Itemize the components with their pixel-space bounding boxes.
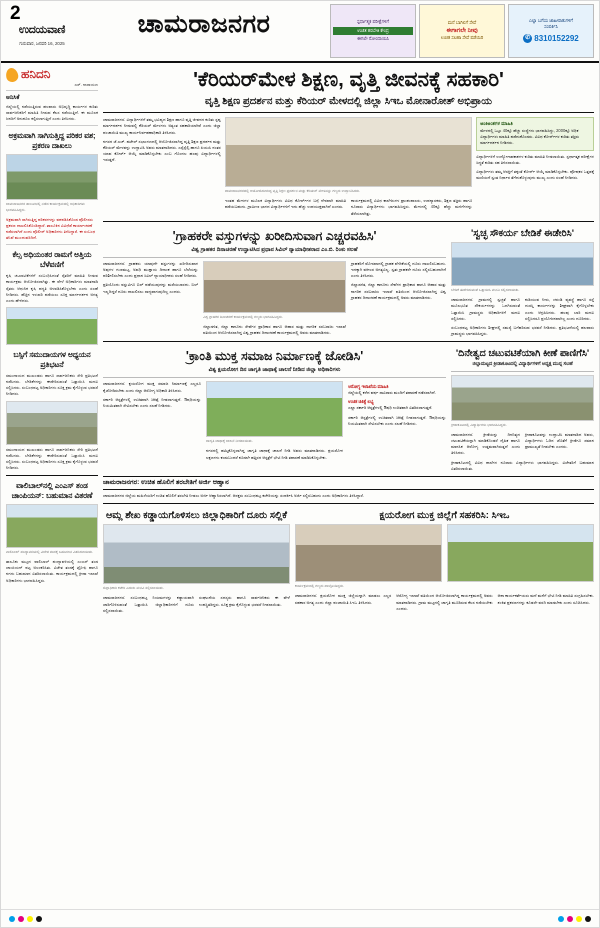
bottom-b-photo-1-wrap	[295, 524, 442, 582]
masthead-ads	[330, 4, 594, 59]
divider	[103, 503, 594, 504]
bottom-b-photos	[295, 524, 594, 582]
lead-subhead: ವೃತ್ತಿ ಶಿಕ್ಷಣ ಪ್ರದರ್ಶನ ಮತ್ತು ಕೆರಿಯರ್ ಮೇಳದಲ್ಲಿ ಜಿಲ್ಲಾ ಸಿಇಒ ಮೋನಾರೋತ್ ಅಭಿಪ್ರಾಯ	[103, 96, 594, 114]
phone-icon: ✆	[525, 35, 531, 42]
row-story-2-3	[103, 225, 594, 337]
story-2-col-photo	[203, 261, 346, 337]
story-2-columns	[103, 261, 446, 337]
bottom-b-col-1	[295, 593, 391, 612]
bottom-a-columns	[103, 595, 290, 614]
story-4-photo	[206, 381, 343, 437]
photo-figures	[211, 406, 338, 433]
divider	[6, 125, 98, 126]
story-3-photo	[451, 242, 594, 286]
story-3-body-1: ಚಾಮರಾಜನಗರ: ಗ್ರಾಮದಲ್ಲಿ ಸ್ವಚ್ಛತೆ ಹಾಗೂ ಮೂಲಭೂತ ಸೌಕರ್ಯಗಳನ್ನು ಒದಗಿಸುವಂತೆ ಒತ್ತಾಯಿಸಿ ಗ್ರಾಮಸ್ಥರು ಅಧಿಕಾರಿಗಳಿಗೆ ಮನವಿ ಸಲ್ಲಿಸಿದರು.	[451, 297, 521, 321]
ad-purple-strip: ಉಚಿತ ತರಬೇತಿ ಕೇಂದ್ರ	[333, 27, 413, 35]
story-4	[103, 345, 446, 472]
story-4-kicker-1: ಆರೋಗ್ಯ ಇಲಾಖೆಯ ಮಾಹಿತಿ	[348, 384, 389, 390]
lead-photo	[225, 117, 472, 187]
lead-box-text: ಮೇಳದಲ್ಲಿ ಒಟ್ಟು 40ಕ್ಕೂ ಹೆಚ್ಚು ಸಂಸ್ಥೆಗಳು ಭಾಗವಹಿಸಿದ್ದು, 2000ಕ್ಕೂ ಅಧಿಕ ವಿದ್ಯಾರ್ಥಿಗಳು ಮಾಹಿತಿ ಪಡೆದುಕೊಂಡರು. ವಿವಿಧ ಕೋರ್ಸ್‌ಗಳ ಕುರಿತು ತಜ್ಞರು ಮಾರ್ಗದರ್ಶನ ನೀಡಿದರು.	[480, 128, 580, 146]
bottom-b-col-2	[396, 593, 492, 612]
rail-headline-1: ಅಕ್ರಮವಾಗಿ ಸಾಗಿಸುತ್ತಿದ್ದ ಪರಿಕರ ವಶ; ಪ್ರಕರಣ ದಾಖಲು	[8, 131, 96, 151]
story-2-photo	[203, 261, 346, 313]
lead-body-3: ಇಂತಹ ಮೇಳಗಳ ಮೂಲಕ ವಿದ್ಯಾರ್ಥಿಗಳು ವಿವಿಧ ಕೋರ್ಸ್‌ಗಳ ಬಗ್ಗೆ ನೇರವಾಗಿ ಮಾಹಿತಿ ಪಡೆಯಬಹುದು. ಗ್ರಾಮೀಣ ಭಾಗದ ವಿದ್ಯಾರ್ಥಿಗಳಿಗೆ ಇದು ಹೆಚ್ಚು ಉಪಯುಕ್ತವಾಗಿದೆ ಎಂದರು.	[224, 198, 347, 210]
registration-dots-left	[9, 916, 42, 922]
story-4-body-2: ನಗರದಲ್ಲಿ ಹಮ್ಮಿಕೊಳ್ಳಲಾಗಿದ್ದ ಜಾಗೃತಿ ಜಾಥಾಕ್ಕೆ ಚಾಲನೆ ನೀಡಿ ಅವರು ಮಾತನಾಡಿದರು. ಕ್ಷಯರೋಗ ಲಕ್ಷಣಗಳು ಕಂಡುಬಂದರೆ ಕೂಡಲೇ ಹತ್ತಿರದ ಆಸ್ಪತ್ರೆಗೆ ಭೇಟಿ ನೀಡಿ ತಪಾಸಣೆ ಮಾಡಿಸಿಕೊಳ್ಳಬೇಕು.	[205, 448, 344, 460]
bottom-b-photo-2	[447, 524, 594, 582]
row-story-4-5	[103, 345, 594, 472]
rail-headline-4: ವಾಲಿಬಾಲ್‌ನಲ್ಲಿ ಎಂಎಸ್ ತಂಡ ಚಾಂಪಿಯನ್: ಬಹುಮಾನ ವಿತರಣೆ	[11, 481, 93, 501]
story-5-body-3: ಕ್ರೀಡಾಕೂಟದಲ್ಲಿ ವಿವಿಧ ಶಾಲೆಗಳ ನೂರಾರು ವಿದ್ಯಾರ್ಥಿಗಳು ಭಾಗವಹಿಸಿದ್ದರು. ವಿಜೇತರಿಗೆ ಬಹುಮಾನ ವಿತರಿಸಲಾಯಿತು.	[451, 459, 594, 471]
rail-photo-3	[6, 401, 98, 445]
photo-figures	[233, 148, 464, 182]
photo-figures	[452, 550, 588, 578]
lead-body-1: ಚಾಮರಾಜನಗರ: ವಿದ್ಯಾರ್ಥಿಗಳಿಗೆ ತಮ್ಮ ಭವಿಷ್ಯದ ಶಿಕ್ಷಣ ಹಾಗೂ ವೃತ್ತಿ ಜೀವನದ ಕುರಿತು ಸ್ಪಷ್ಟ ಮಾರ್ಗದರ್ಶನ ನೀಡುವಲ್ಲಿ ಕೆರಿಯರ್ ಮೇಳಗಳು ಅತ್ಯಂತ ಸಹಕಾರಿಯಾಗಿವೆ ಎಂದು ಜಿಲ್ಲಾ ಪಂಚಾಯಿತಿ ಮುಖ್ಯ ಕಾರ್ಯನಿರ್ವಹಣಾಧಿಕಾರಿ ತಿಳಿಸಿದರು.	[103, 117, 221, 135]
lead-sub-col-1	[225, 198, 346, 217]
rail-body-3: ಸಮುದಾಯದ ಮುಖಂಡರು ಹಾಗೂ ಸಾರ್ವಜನಿಕರು ಸೇರಿ ಪ್ರತಿಭಟನೆ ನಡೆಸಿದರು. ಬೇಡಿಕೆಗಳನ್ನು ಈಡೇರಿಸುವಂತೆ ಒತ್ತಾಯಿಸಿ ಮನವಿ ಸಲ್ಲಿಸಿದರು. ಸಂಬಂಧಪಟ್ಟ ಅಧಿಕಾರಿಗಳು ಸೂಕ್ತ ಕ್ರಮ ಕೈಗೊಳ್ಳುವ ಭರವಸೆ ನೀಡಿದರು.	[6, 372, 98, 397]
ad-yellow[interactable]	[419, 4, 505, 58]
story-4-col-photo	[206, 381, 343, 461]
bottom-b-photo-2-wrap	[447, 524, 594, 582]
ad-phone-number: 8310152292	[534, 33, 579, 43]
main-column	[103, 67, 594, 909]
story-2-caption: ವಿಶ್ವ ಗ್ರಾಹಕರ ದಿನಾಚರಣೆ ಕಾರ್ಯಕ್ರಮದಲ್ಲಿ ಗಣ್ಯರು ಭಾಗವಹಿಸಿದ್ದರು.	[203, 314, 283, 319]
rail-headline-2: ಕೆಲ್ಸ ಅಧಿಯಂತರ ರಾಮಗೆ ಅತ್ತಿಯ ಬೆಳೆವಣಿಗೆ	[12, 250, 92, 270]
bottom-a-photo	[103, 524, 290, 584]
story-4-col-1	[103, 381, 201, 461]
lead-story	[103, 68, 594, 217]
bottom-b-body-3: ಆಶಾ ಕಾರ್ಯಕರ್ತೆಯರು ಮನೆ ಮನೆಗೆ ಭೇಟಿ ನೀಡಿ ಮಾಹಿತಿ ಸಂಗ್ರಹಿಸಬೇಕು. ಶಂಕಿತ ಪ್ರಕರಣಗಳನ್ನು ಕೂಡಲೇ ವರದಿ ಮಾಡಬೇಕು ಎಂದು ಸೂಚಿಸಿದರು.	[497, 593, 594, 605]
story-3-headline: 'ಸ್ವಚ್ಛ ಸೌಕರ್ಯ ಬೇಡಿಕೆ ಈಡೇರಿಸಿ'	[470, 227, 575, 239]
lead-col-photo	[225, 117, 472, 217]
bottom-a-body-2: ಸಂಘಟನೆಯ ಸದಸ್ಯರು ಹಾಗೂ ಸಾರ್ವಜನಿಕರು ಈ ವೇಳೆ ಉಪಸ್ಥಿತರಿದ್ದರು. ಸೂಕ್ತ ಕ್ರಮ ಕೈಗೊಳ್ಳುವ ಭರವಸೆ ನೀಡಲಾಯಿತು.	[198, 595, 290, 607]
story-4-body-3: ಸರ್ಕಾರಿ ಆಸ್ಪತ್ರೆಗಳಲ್ಲಿ ಉಚಿತವಾಗಿ ಚಿಕಿತ್ಸೆ ನೀಡಲಾಗುತ್ತದೆ. ಔಷಧಿಯನ್ನು ನಿಯಮಿತವಾಗಿ ಸೇವಿಸಬೇಕು ಎಂದು ಸಲಹೆ ನೀಡಿದರು.	[103, 396, 201, 408]
story-5	[451, 345, 594, 472]
bottom-a-headline: ಆಮ್ಲ ಶೇಖ ಕಡ್ಡಾಯಗೊಳಿಸಲು ಜಿಲ್ಲಾಧಿಕಾರಿಗೆ ದೂರು ಸಲ್ಲಿಕೆ	[105, 510, 287, 522]
story-3	[451, 225, 594, 337]
band-body: ಚಾಮರಾಜನಗರ ಜಿಲ್ಲೆಯ ಮಹಿಳೆಯರಿಗೆ ಉಚಿತ ಹೊಲಿಗೆ ತರಬೇತಿ ನೀಡಲು ಅರ್ಜಿ ಆಹ್ವಾನಿಸಲಾಗಿದೆ. ಆಸಕ್ತರು ಸಂಬಂಧಪಟ್ಟ ಕಚೇರಿಯನ್ನು ಸಂಪರ್ಕಿಸಿ ಅರ್ಜಿ ಸಲ್ಲಿಸಬಹುದು ಎಂದು ಅಧಿಕಾರಿಗಳು ತಿಳಿಸಿದ್ದಾರೆ.	[103, 493, 364, 499]
page-body	[1, 63, 599, 909]
bottom-a-caption: ಜಿಲ್ಲಾಧಿಕಾರಿ ಕಚೇರಿ ಎದುರು ಮನವಿ ಸಲ್ಲಿಸಲಾಯಿತು.	[103, 586, 164, 591]
story-2-body-4: ಪ್ರತಿಯೊಂದು ವಸ್ತುವಿಗೂ ಬಿಲ್ ಪಡೆಯುವುದನ್ನು ಮರೆಯಬಾರದು. ಬಿಲ್ ಇಲ್ಲದಿದ್ದರೆ ದೂರು ದಾಖಲಿಸಲು ಸಾಧ್ಯವಾಗುವುದಿಲ್ಲ ಎಂದರು.	[103, 282, 199, 294]
ad-purple[interactable]	[330, 4, 416, 58]
lead-photo-subcols	[225, 198, 472, 217]
bottom-b-body-1: ಚಾಮರಾಜನಗರ: ಕ್ಷಯರೋಗ ಮುಕ್ತ ಜಿಲ್ಲೆಯನ್ನಾಗಿ ಮಾಡಲು ಎಲ್ಲರ ಸಹಕಾರ ಅಗತ್ಯ ಎಂದು ಜಿಲ್ಲಾ ಪಂಚಾಯಿತಿ ಸಿಇಒ ತಿಳಿಸಿದರು.	[294, 593, 392, 605]
photo-figures	[300, 550, 436, 578]
ad-blue-line1: ಎಲ್ಲಾ ಬಗೆಯ ಜಾಹೀರಾತುಗಳಿಗೆ	[529, 17, 573, 23]
hanidani-brandbox	[6, 67, 98, 91]
divider	[6, 475, 98, 476]
lead-headline: 'ಕೆರಿಯರ್‌ಮೇಳ ಶಿಕ್ಷಣ, ವೃತ್ತಿ ಜೀವನಕ್ಕೆ ಸಹಕಾರಿ'	[193, 68, 504, 91]
rail-photo-4	[6, 504, 98, 548]
opinion-head: ಅನಿಸಿಕೆ	[6, 95, 20, 101]
lead-info-box	[476, 117, 594, 150]
ad-yellow-emph: ಈಗಾಗಲೇ ನೀವು	[446, 27, 478, 34]
rail-photo-1	[6, 154, 98, 200]
bottom-a-col-2	[199, 595, 290, 614]
story-4-subhead: ವಿಶ್ವ ಕ್ಷಯರೋಗ ದಿನ ಜಾಗೃತಿ ಜಾಥಾಕ್ಕೆ ಚಾಲನೆ ನೀಡಿದ ಜಿಲ್ಲಾ ಅಧಿಕಾರಿಗಳು	[103, 367, 446, 378]
registration-dots-right	[558, 916, 591, 922]
story-4-kicker-2: ಉಚಿತ ಚಿಕಿತ್ಸೆ ಲಭ್ಯ	[348, 399, 374, 405]
story-2-col-1	[103, 261, 198, 337]
divider	[6, 244, 98, 245]
lead-body-5: ವಿದ್ಯಾರ್ಥಿಗಳು ತಮ್ಮ ಆಸಕ್ತಿಗೆ ತಕ್ಕಂತೆ ಕೋರ್ಸ್ ಆಯ್ಕೆ ಮಾಡಿಕೊಳ್ಳಬೇಕು. ಪೋಷಕರ ಒತ್ತಡಕ್ಕೆ ಮಣಿಯದೆ ಸ್ವಂತ ನಿರ್ಧಾರ ತೆಗೆದುಕೊಳ್ಳುವುದು ಮುಖ್ಯ ಎಂದು ಸಲಹೆ ನೀಡಿದರು.	[476, 168, 595, 181]
lead-side-note: ವಿದ್ಯಾರ್ಥಿಗಳಿಗೆ ಉದ್ಯೋಗಾವಕಾಶಗಳ ಕುರಿತು ಮಾಹಿತಿ ನೀಡಲಾಯಿತು. ಸ್ಪರ್ಧಾತ್ಮಕ ಪರೀಕ್ಷೆಗಳ ಸಿದ್ಧತೆ ಕುರಿತು ಸಹ ತಿಳಿಸಲಾಯಿತು.	[476, 153, 595, 165]
divider	[103, 341, 594, 342]
lead-col-1	[103, 117, 221, 217]
brand-subtitle: ಎಸ್. ನಾರಾಯಣ	[74, 82, 98, 87]
edition-title: ಚಾಮರಾಜನಗರ	[137, 10, 271, 38]
divider	[103, 221, 594, 222]
bottom-b-headline: ಕ್ಷಯರೋಗ ಮುಕ್ತ ಜಿಲ್ಲೆಗೆ ಸಹಕರಿಸಿ: ಸಿಇಒ	[379, 510, 510, 522]
photo-figures	[10, 420, 95, 441]
bottom-b-col-3	[498, 593, 594, 612]
story-5-body-1: ಚಾಮರಾಜನಗರ: ಕ್ರೀಡೆಯನ್ನು ದಿನನಿತ್ಯದ ಚಟುವಟಿಕೆಯನ್ನಾಗಿ ಮಾಡಿಕೊಂಡರೆ ದೈಹಿಕ ಹಾಗೂ ಮಾನಸಿಕ ಆರೋಗ್ಯ ಉತ್ತಮವಾಗಿರುತ್ತದೆ ಎಂದು ತಿಳಿಸಿದರು.	[451, 431, 521, 456]
photo-figures	[10, 524, 95, 545]
story-5-col-2	[525, 432, 594, 457]
ad-phone-row[interactable]	[523, 33, 579, 45]
bottom-story-a	[103, 507, 290, 614]
lead-body-2: ನಗರದ ಜೆ.ಎಚ್. ಪಟೇಲ್ ಸಭಾಂಗಣದಲ್ಲಿ ಆಯೋಜಿಸಲಾಗಿದ್ದ ವೃತ್ತಿ ಶಿಕ್ಷಣ ಪ್ರದರ್ಶನ ಮತ್ತು ಕೆರಿಯರ್ ಮೇಳವನ್ನು ಉದ್ಘಾಟಿಸಿ ಅವರು ಮಾತನಾಡಿದರು. ಎಸ್ಸೆಸ್ಸೆಲ್ಸಿ ಹಾಗೂ ಪಿಯುಸಿ ನಂತರ ಯಾವ ಕೋರ್ಸ್ ಆಯ್ಕೆ ಮಾಡಿಕೊಳ್ಳಬೇಕು ಎಂಬ ಗೊಂದಲ ಹಲವು ವಿದ್ಯಾರ್ಥಿಗಳಲ್ಲಿ ಇರುತ್ತದೆ.	[103, 138, 221, 163]
photo-figures	[456, 261, 589, 282]
rail-body-4: ತಾಲೂಕು ಮಟ್ಟದ ವಾಲಿಬಾಲ್ ಪಂದ್ಯಾವಳಿಯಲ್ಲಿ ಎಂಎಸ್ ತಂಡ ಚಾಂಪಿಯನ್ ಪಟ್ಟ ಅಲಂಕರಿಸಿತು. ವಿಜೇತ ತಂಡಕ್ಕೆ ಟ್ರೋಫಿ ಹಾಗೂ ನಗದು ಬಹುಮಾನ ವಿತರಿಸಲಾಯಿತು. ಕಾರ್ಯಕ್ರಮದಲ್ಲಿ ಕ್ರೀಡಾ ಇಲಾಖೆ ಅಧಿಕಾರಿಗಳು ಭಾಗವಹಿಸಿದ್ದರು.	[6, 559, 98, 583]
bottom-a-body-1: ಚಾಮರಾಜನಗರ: ಸಂಬಂಧಪಟ್ಟ ನಿಯಮಗಳನ್ನು ಕಡ್ಡಾಯವಾಗಿ ಜಾರಿಗೊಳಿಸುವಂತೆ ಒತ್ತಾಯಿಸಿ ಜಿಲ್ಲಾಧಿಕಾರಿಗಳಿಗೆ ದೂರು ಸಲ್ಲಿಸಲಾಯಿತು.	[103, 595, 194, 613]
photo-figures	[208, 284, 340, 309]
story-2-body-2: ಜಿಲ್ಲಾಡಳಿತ, ಜಿಲ್ಲಾ ಕಾನೂನು ಸೇವೆಗಳ ಪ್ರಾಧಿಕಾರ ಹಾಗೂ ಆಹಾರ ಮತ್ತು ನಾಗರಿಕ ಸರಬರಾಜು ಇಲಾಖೆ ವತಿಯಿಂದ ಆಯೋಜಿಸಲಾಗಿದ್ದ ವಿಶ್ವ ಗ್ರಾಹಕರ ದಿನಾಚರಣೆ ಕಾರ್ಯಕ್ರಮದಲ್ಲಿ ಅವರು ಮಾತನಾಡಿದರು.	[203, 323, 346, 336]
ad-blue-line2: ಸಂಪರ್ಕಿಸಿ	[544, 24, 558, 30]
story-3-col-2	[525, 297, 594, 322]
story-4-headline: 'ಕ್ರಾಂತಿ ಮುಕ್ತ ಸಮಾಜ ನಿರ್ಮಾಣಕ್ಕೆ ಜೋಡಿಸಿ'	[185, 349, 364, 364]
story-3-body-2: ಕುಡಿಯುವ ನೀರು, ಚರಂಡಿ ವ್ಯವಸ್ಥೆ ಹಾಗೂ ರಸ್ತೆ ದುರಸ್ತಿ ಕಾರ್ಯಗಳನ್ನು ಶೀಘ್ರವಾಗಿ ಕೈಗೊಳ್ಳಬೇಕು ಎಂದು ಆಗ್ರಹಿಸಿದರು. ಹಲವು ಬಾರಿ ಮನವಿ ಸಲ್ಲಿಸಿದರೂ ಪ್ರಯೋಜನವಾಗಿಲ್ಲ ಎಂದು ದೂರಿದರು.	[525, 297, 594, 321]
story-5-col-1	[451, 432, 520, 457]
edition-title-wrap	[82, 4, 326, 59]
rail-body-3b: ಸಮುದಾಯದ ಮುಖಂಡರು ಹಾಗೂ ಸಾರ್ವಜನಿಕರು ಸೇರಿ ಪ್ರತಿಭಟನೆ ನಡೆಸಿದರು. ಬೇಡಿಕೆಗಳನ್ನು ಈಡೇರಿಸುವಂತೆ ಒತ್ತಾಯಿಸಿ ಮನವಿ ಸಲ್ಲಿಸಿದರು. ಸಂಬಂಧಪಟ್ಟ ಅಧಿಕಾರಿಗಳು ಸೂಕ್ತ ಕ್ರಮ ಕೈಗೊಳ್ಳುವ ಭರವಸೆ ನೀಡಿದರು.	[6, 446, 98, 470]
rail-body-1: ಅಕ್ರಮವಾಗಿ ಸಾಗಿಸುತ್ತಿದ್ದ ಪರಿಕರಗಳನ್ನು ವಶಪಡಿಸಿಕೊಂಡ ಪೊಲೀಸರು ಪ್ರಕರಣ ದಾಖಲಿಸಿಕೊಂಡಿದ್ದಾರೆ. ತಾಲೂಕಿನ ವಿವಿಧೆಡೆ ಕಾರ್ಯಾಚರಣೆ ನಡೆಸಲಾಗಿದೆ ಎಂದು ಪೊಲೀಸ್ ಅಧಿಕಾರಿಗಳು ತಿಳಿಸಿದ್ದಾರೆ. ಈ ಸಂಬಂಧ ತನಿಖೆ ಮುಂದುವರಿದಿದೆ.	[6, 216, 96, 241]
water-drop-icon	[5, 66, 20, 82]
bottom-a-col-1	[103, 595, 194, 614]
bottom-b-photo-1	[295, 524, 442, 582]
masthead	[1, 1, 599, 63]
story-4-bullet-1: ಜಿಲ್ಲೆಯಲ್ಲಿ ಕಳೆದ ವರ್ಷ ಸಾವಿರಾರು ಮಂದಿಗೆ ತಪಾಸಣೆ ನಡೆಸಲಾಗಿದೆ.	[348, 390, 436, 396]
story-5-caption: ಕ್ರೀಡಾಕೂಟದಲ್ಲಿ ವಿದ್ಯಾರ್ಥಿಗಳು ಭಾಗವಹಿಸಿದ್ದರು.	[451, 422, 507, 427]
page-footer	[1, 909, 599, 927]
lead-columns	[103, 117, 594, 217]
story-5-photo	[451, 375, 594, 421]
photo-figures	[10, 175, 95, 197]
photo-figures	[10, 324, 95, 342]
story-3-caption: ಬೇಡಿಕೆ ಈಡೇರಿಸುವಂತೆ ಒತ್ತಾಯಿಸಿ ಮನವಿ ಸಲ್ಲಿಸಲಾಯಿತು.	[451, 287, 520, 292]
ad-blue[interactable]	[508, 4, 594, 58]
bottom-b-columns	[295, 593, 594, 612]
story-4-body-1: ಚಾಮರಾಜನಗರ: ಕ್ಷಯರೋಗ ಮುಕ್ತ ಸಮಾಜ ನಿರ್ಮಾಣಕ್ಕೆ ಎಲ್ಲರೂ ಕೈಜೋಡಿಸಬೇಕು ಎಂದು ಜಿಲ್ಲಾ ಆರೋಗ್ಯ ಅಧಿಕಾರಿ ತಿಳಿಸಿದರು.	[103, 381, 201, 393]
lead-sub-col-2	[351, 198, 472, 217]
left-rail	[6, 67, 98, 909]
story-5-subhead: ಜಿಲ್ಲಾಮಟ್ಟದ ಕ್ರೀಡಾಕೂಟದಲ್ಲಿ ವಿದ್ಯಾರ್ಥಿಗಳಿಗೆ ಅಧ್ಯಕ್ಷ ಮುನ್ನ ಸಲಹೆ	[451, 362, 594, 371]
story-4-bullet-2: ಎಲ್ಲಾ ಸರ್ಕಾರಿ ಆಸ್ಪತ್ರೆಗಳಲ್ಲಿ ಔಷಧಿ ಉಚಿತವಾಗಿ ವಿತರಿಸಲಾಗುತ್ತದೆ.	[348, 405, 433, 411]
lead-col-box	[476, 117, 594, 217]
story-3-col-1	[451, 297, 520, 322]
story-2-body-1: ಚಾಮರಾಜನಗರ: ಗ್ರಾಹಕರು ಯಾವುದೇ ವಸ್ತುಗಳನ್ನು ಖರೀದಿಸುವಾಗ ಅವುಗಳ ಗುಣಮಟ್ಟ, ಅವಧಿ ಮುಕ್ತಾಯ ದಿನಾಂಕ ಹಾಗೂ ಬೆಲೆಯನ್ನು ಪರಿಶೀಲಿಸಬೇಕು ಎಂದು ಪ್ರಧಾನ ಸಿವಿಲ್ ನ್ಯಾಯಾಧೀಶರು ಸಲಹೆ ನೀಡಿದರು.	[103, 260, 199, 279]
row-bottom	[103, 507, 594, 614]
brand-row	[6, 67, 98, 82]
story-3-body-3: ಸಂಬಂಧಪಟ್ಟ ಅಧಿಕಾರಿಗಳು ಶೀಘ್ರದಲ್ಲಿ ಸಮಸ್ಯೆ ಬಗೆಹರಿಸುವ ಭರವಸೆ ನೀಡಿದರು. ಪ್ರತಿಭಟನೆಯಲ್ಲಿ ಹಲವಾರು ಗ್ರಾಮಸ್ಥರು ಭಾಗವಹಿಸಿದ್ದರು.	[451, 324, 594, 337]
band-headline: ಚಾಮರಾಜನಗರ: ಉಚಿತ ಹೊಲಿಗೆ ತರಬೇತಿಗೆ ಅರ್ಜಿ ಆಹ್ವಾನ	[103, 476, 594, 490]
masthead-date: ಗುರುವಾರ, ಜನವರಿ 16, 2025	[19, 41, 65, 47]
bottom-b-caption: ಕಾರ್ಯಕ್ರಮದಲ್ಲಿ ಗಣ್ಯರು ಪಾಲ್ಗೊಂಡಿದ್ದರು.	[294, 584, 345, 589]
ad-yellow-line2: ಉಚಿತ ಸಲಹಾ ಸೇವೆ ಪಡೆಯಿರಿ	[440, 35, 484, 41]
masthead-left	[6, 4, 78, 59]
lead-caption: ಚಾಮರಾಜನಗರದಲ್ಲಿ ಆಯೋಜಿಸಲಾಗಿದ್ದ ವೃತ್ತಿ ಶಿಕ್ಷಣ ಪ್ರದರ್ಶನ ಮತ್ತು ಕೆರಿಯರ್ ಮೇಳವನ್ನು ಗಣ್ಯರು ಉದ್ಘಾಟಿಸಿದರು.	[224, 189, 361, 194]
story-4-body-3b: ಸರ್ಕಾರಿ ಆಸ್ಪತ್ರೆಗಳಲ್ಲಿ ಉಚಿತವಾಗಿ ಚಿಕಿತ್ಸೆ ನೀಡಲಾಗುತ್ತದೆ. ಔಷಧಿಯನ್ನು ನಿಯಮಿತವಾಗಿ ಸೇವಿಸಬೇಕು ಎಂದು ಸಲಹೆ ನೀಡಿದರು.	[348, 414, 447, 426]
photo-figures	[456, 395, 589, 417]
bottom-b-body-2: ಆರೋಗ್ಯ ಇಲಾಖೆ ವತಿಯಿಂದ ಆಯೋಜಿಸಲಾಗಿದ್ದ ಕಾರ್ಯಕ್ರಮದಲ್ಲಿ ಅವರು ಮಾತನಾಡಿದರು. ಗ್ರಾಮ ಮಟ್ಟದಲ್ಲಿ ಜಾಗೃತಿ ಮೂಡಿಸುವ ಕೆಲಸ ನಡೆಯಬೇಕು ಎಂದರು.	[396, 593, 493, 611]
rail-caption-1: ಚಾಮರಾಜನಗರ ತಾಲೂಕಿನಲ್ಲಿ ನಡೆದ ಕಾರ್ಯಕ್ರಮದಲ್ಲಿ ಅಧಿಕಾರಿಗಳು ಭಾಗವಹಿಸಿದ್ದರು.	[6, 202, 85, 212]
story-3-columns	[451, 297, 594, 322]
opinion-text: ಜಿಲ್ಲೆಯಲ್ಲಿ ನಡೆಯುತ್ತಿರುವ ಹಲವಾರು ಅಭಿವೃದ್ಧಿ ಕಾರ್ಯಗಳ ಕುರಿತು ಸಾರ್ವಜನಿಕರಿಗೆ ಮಾಹಿತಿ ನೀಡುವ ಕೆಲಸ ನಡೆಯುತ್ತಿದೆ. ಈ ಮೂಲಕ ಜನರಿಗೆ ಅನುಕೂಲ ಕಲ್ಪಿಸಲಾಗುತ್ತಿದೆ ಎಂದು ತಿಳಿಸಿದರು.	[6, 104, 98, 122]
ad-yellow-line1: ಮನೆ ಬಾಗಿಲಿಗೆ ಸೇವೆ	[447, 20, 477, 26]
bottom-story-b	[295, 507, 594, 614]
page-number: 2	[10, 3, 21, 24]
lead-box-title: ಅಂಕಿಅಂಶಗಳ ಮಾಹಿತಿ	[480, 121, 513, 127]
ad-purple-line2: ಈಗಲೇ ನೋಂದಾಯಿಸಿ	[357, 36, 389, 42]
rail-caption-4: ವಾಲಿಬಾಲ್ ಪಂದ್ಯಾವಳಿಯಲ್ಲಿ ವಿಜೇತ ತಂಡಕ್ಕೆ ಬಹುಮಾನ ವಿತರಿಸಲಾಯಿತು.	[6, 550, 94, 555]
story-2	[103, 225, 446, 337]
story-5-headline: 'ದಿನೇತ್ವದ ಚಟುವಟಿಕೆಯಾಗಿ ಕೀಣೆ ಪಾಣಿಗೆಸಿ'	[455, 348, 590, 360]
story-4-columns	[103, 381, 446, 461]
story-4-caption: ಜಾಗೃತಿ ಜಾಥಾಕ್ಕೆ ಚಾಲನೆ ನೀಡಲಾಯಿತು.	[205, 439, 253, 444]
story-2-subhead: ವಿಶ್ವ ಗ್ರಾಹಕರ ದಿನಾಚರಣೆ ಉದ್ಘಾಟಿಸಿದ ಪ್ರಧಾನ ಸಿವಿಲ್ ನ್ಯಾಯಾಧೀಶರಾದ ಎಂ.ಬಿ. ರಿಂಕು ಸಲಹೆ	[103, 247, 446, 258]
story-2-body-3: ಗ್ರಾಹಕರಿಗೆ ಮೋಸವಾದಲ್ಲಿ ಗ್ರಾಹಕ ವೇದಿಕೆಯಲ್ಲಿ ದೂರು ದಾಖಲಿಸಬಹುದು. ಇದಕ್ಕಾಗಿ ವಕೀಲರ ಅಗತ್ಯವಿಲ್ಲ. ಸ್ವತಃ ಗ್ರಾಹಕರೇ ದೂರು ಸಲ್ಲಿಸಬಹುದಾಗಿದೆ ಎಂದು ತಿಳಿಸಿದರು.	[350, 260, 447, 279]
ad-purple-line1: ಸ್ಪರ್ಧಾತ್ಮಕ ಪರೀಕ್ಷೆಗಳಿಗೆ	[357, 19, 389, 25]
story-2-body-2b: ಜಿಲ್ಲಾಡಳಿತ, ಜಿಲ್ಲಾ ಕಾನೂನು ಸೇವೆಗಳ ಪ್ರಾಧಿಕಾರ ಹಾಗೂ ಆಹಾರ ಮತ್ತು ನಾಗರಿಕ ಸರಬರಾಜು ಇಲಾಖೆ ವತಿಯಿಂದ ಆಯೋಜಿಸಲಾಗಿದ್ದ ವಿಶ್ವ ಗ್ರಾಹಕರ ದಿನಾಚರಣೆ ಕಾರ್ಯಕ್ರಮದಲ್ಲಿ ಅವರು ಮಾತನಾಡಿದರು.	[350, 282, 447, 300]
story-5-columns	[451, 432, 594, 457]
brand-name: ಹನಿದನಿ	[21, 67, 51, 81]
rail-photo-2	[6, 307, 98, 345]
rail-body-2: ಕೃಷಿ ಚಟುವಟಿಕೆಗಳಿಗೆ ಸಂಬಂಧಿಸಿದಂತೆ ರೈತರಿಗೆ ಮಾಹಿತಿ ನೀಡುವ ಕಾರ್ಯಕ್ರಮ ಆಯೋಜಿಸಲಾಗಿತ್ತು. ಈ ವೇಳೆ ಅಧಿಕಾರಿಗಳು ಮಾತನಾಡಿ ರೈತರು ಆಧುನಿಕ ಕೃಷಿ ಪದ್ಧತಿ ಅಳವಡಿಸಿಕೊಳ್ಳಬೇಕು ಎಂದು ಸಲಹೆ ನೀಡಿದರು. ಹೆಚ್ಚಿನ ಇಳುವರಿ ಪಡೆಯಲು ಸೂಕ್ತ ಮಾರ್ಗದರ್ಶನ ಅಗತ್ಯ ಎಂದು ಹೇಳಿದರು.	[6, 273, 98, 303]
story-5-body-2: ಕ್ರೀಡಾಕೂಟವನ್ನು ಉದ್ಘಾಟಿಸಿ ಮಾತನಾಡಿದ ಅವರು, ವಿದ್ಯಾರ್ಥಿಗಳು ಓದಿನ ಜೊತೆಗೆ ಕ್ರೀಡೆಗೂ ಸಮಾನ ಪ್ರಾಮುಖ್ಯತೆ ನೀಡಬೇಕು ಎಂದರು.	[525, 431, 594, 450]
paper-name: ಉದಯವಾಣಿ	[18, 24, 66, 36]
story-2-col-3	[351, 261, 446, 337]
story-4-col-3	[348, 381, 446, 461]
rail-headline-3: ಬಸ್ಸಿಗೆ ಸಮುದಾಯಗಳ ಅಧ್ಯಯನ ಪ್ರತಿಭಟನೆ	[13, 349, 91, 369]
lead-body-4: ಕಾರ್ಯಕ್ರಮದಲ್ಲಿ ವಿವಿಧ ಕಾಲೇಜುಗಳ ಪ್ರಾಂಶುಪಾಲರು, ಉಪನ್ಯಾಸಕರು, ಶಿಕ್ಷಣ ತಜ್ಞರು ಹಾಗೂ ನೂರಾರು ವಿದ್ಯಾರ್ಥಿಗಳು ಭಾಗವಹಿಸಿದ್ದರು. ಮೇಳದಲ್ಲಿ 40ಕ್ಕೂ ಹೆಚ್ಚು ಮಳಿಗೆಗಳನ್ನು ತೆರೆಯಲಾಗಿತ್ತು.	[351, 198, 473, 216]
story-2-headline: 'ಗ್ರಾಹಕರೇ ವಸ್ತುಗಳನ್ನು ಖರೀದಿಸುವಾಗ ಎಚ್ಚರವಹಿಸಿ'	[172, 228, 377, 243]
